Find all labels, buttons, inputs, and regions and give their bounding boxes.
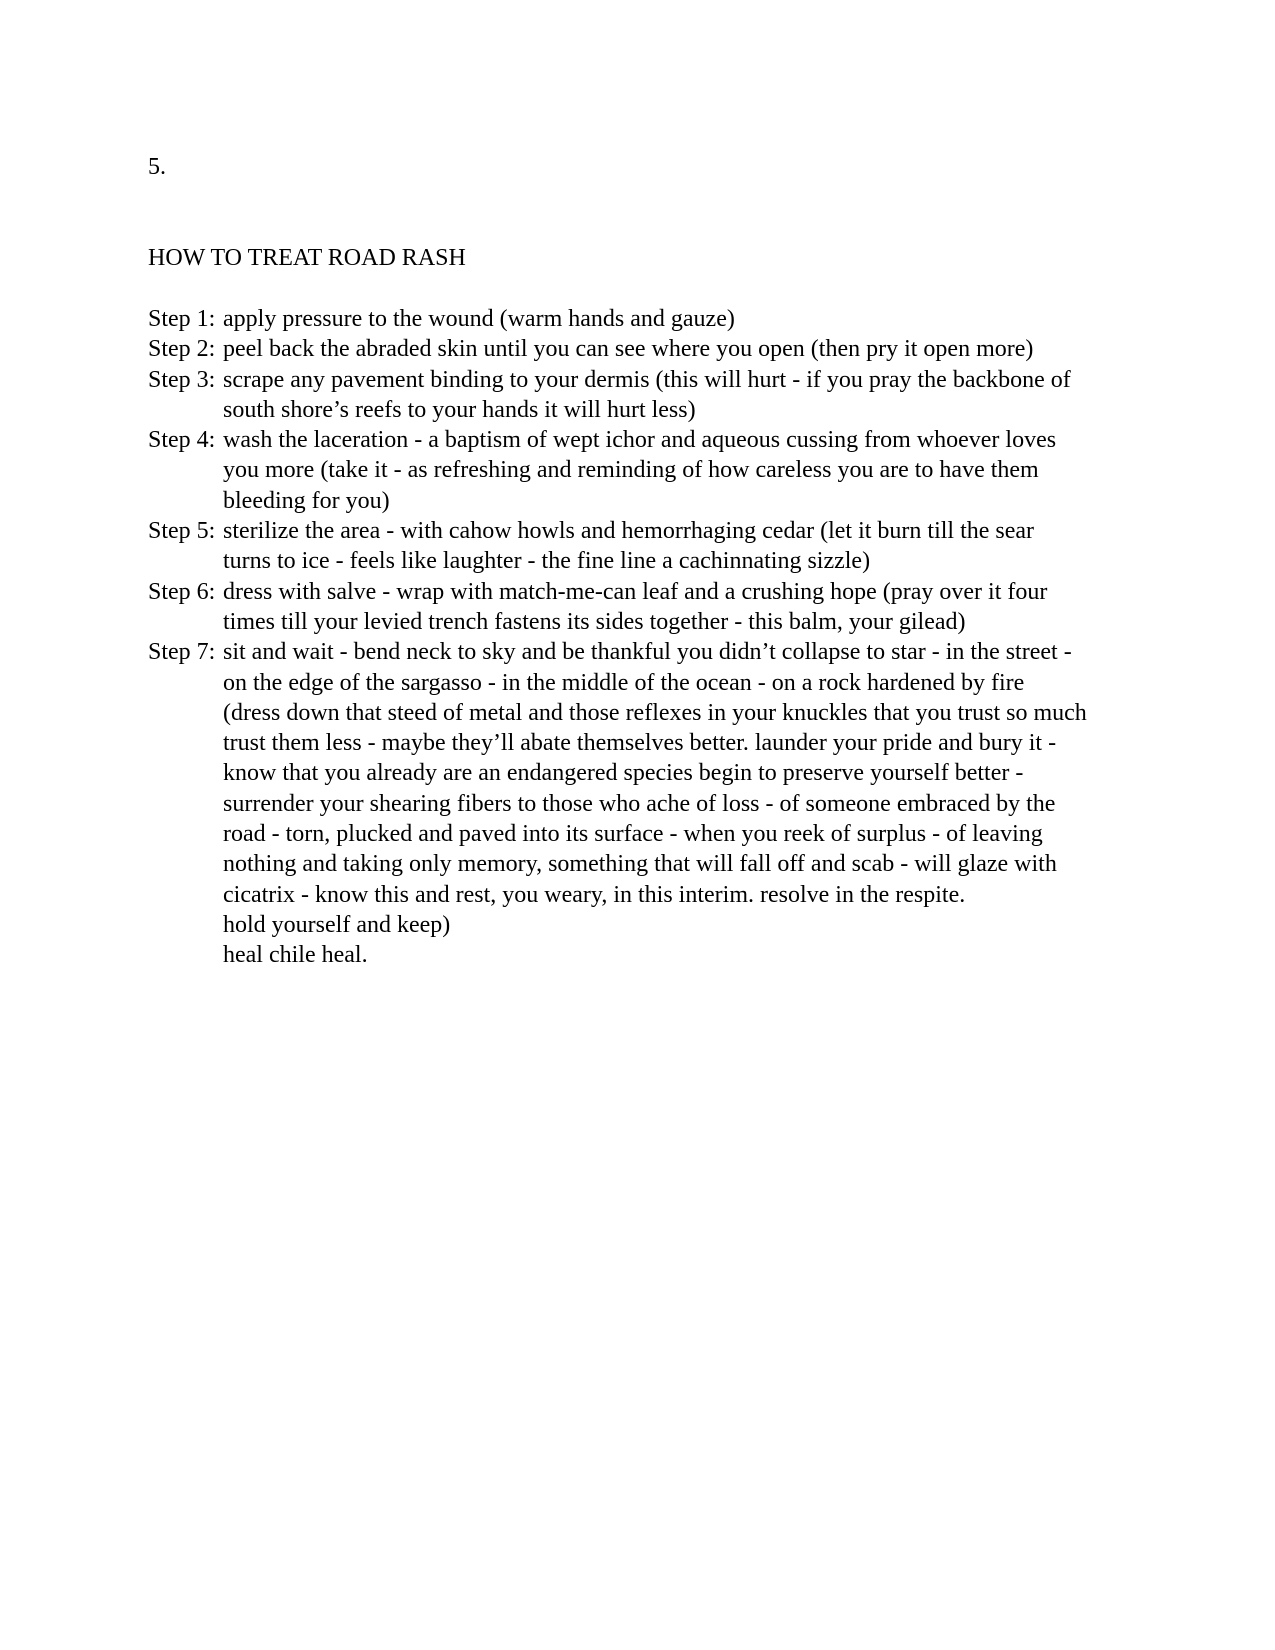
step-text <box>223 637 1148 970</box>
step-line: peel back the abraded skin until you can see where you open (then pry it open more) <box>223 336 1034 363</box>
step-line: cicatrix - know this and rest, you weary, in this interim. resolve in the respite. <box>223 881 966 908</box>
step-text <box>223 425 1148 516</box>
document-title: HOW TO TREAT ROAD RASH <box>148 245 466 271</box>
step-text <box>223 577 1148 638</box>
step-text <box>223 334 1148 364</box>
step-item <box>148 637 1148 970</box>
step-label: Step 1: <box>148 306 216 332</box>
step-line: times till your levied trench fastens its sides together - this balm, your gilead) <box>223 608 966 635</box>
step-line: (dress down that steed of metal and those reflexes in your knuckles that you trust so much <box>223 699 1087 726</box>
step-item <box>148 365 1148 426</box>
step-item <box>148 516 1148 577</box>
step-line: bleeding for you) <box>223 487 390 514</box>
step-text <box>223 304 1148 334</box>
step-line: sterilize the area - with cahow howls and hemorrhaging cedar (let it burn till the sear <box>223 518 1035 545</box>
step-label: Step 7: <box>148 639 216 666</box>
step-line: wash the laceration - a baptism of wept ichor and aqueous cussing from whoever loves <box>223 427 1057 454</box>
step-line: nothing and taking only memory, something that will fall off and scab - will glaze with <box>223 851 1057 878</box>
step-text <box>223 516 1148 577</box>
step-item <box>148 334 1148 364</box>
step-label: Step 3: <box>148 366 216 393</box>
step-line: surrender your shearing fibers to those who ache of loss - of someone embraced by the <box>223 790 1056 817</box>
step-text <box>223 365 1148 426</box>
step-line: dress with salve - wrap with match-me-can leaf and a crushing hope (pray over it four <box>223 578 1048 605</box>
step-item <box>148 425 1148 516</box>
step-line: scrape any pavement binding to your dermis (this will hurt - if you pray the backbone of <box>223 366 1071 393</box>
step-line: hold yourself and keep) <box>223 911 451 938</box>
step-line: you more (take it - as refreshing and reminding of how careless you are to have them <box>223 457 1039 484</box>
step-item <box>148 577 1148 638</box>
step-line: apply pressure to the wound (warm hands and gauze) <box>223 306 735 332</box>
step-line: south shore’s reefs to your hands it will hurt less) <box>223 396 696 423</box>
step-label: Step 5: <box>148 518 216 545</box>
step-line: know that you already are an endangered species begin to preserve yourself better - <box>223 760 1024 787</box>
step-line: trust them less - maybe they’ll abate themselves better. launder your pride and bury it - <box>223 730 1057 757</box>
step-line: on the edge of the sargasso - in the middle of the ocean - on a rock hardened by fire <box>223 669 1025 696</box>
step-label: Step 4: <box>148 427 216 454</box>
step-line: sit and wait - bend neck to sky and be thankful you didn’t collapse to star - in the street - <box>223 639 1072 666</box>
step-line: road - torn, plucked and paved into its surface - when you reek of surplus - of leaving <box>223 821 1043 848</box>
step-line: heal chile heal. <box>223 942 368 969</box>
step-list <box>148 304 1148 971</box>
page-number: 5. <box>148 154 166 180</box>
step-label: Step 2: <box>148 336 216 363</box>
step-label: Step 6: <box>148 578 216 605</box>
step-line: turns to ice - feels like laughter - the fine line a cachinnating sizzle) <box>223 548 871 575</box>
step-item <box>148 304 1148 334</box>
